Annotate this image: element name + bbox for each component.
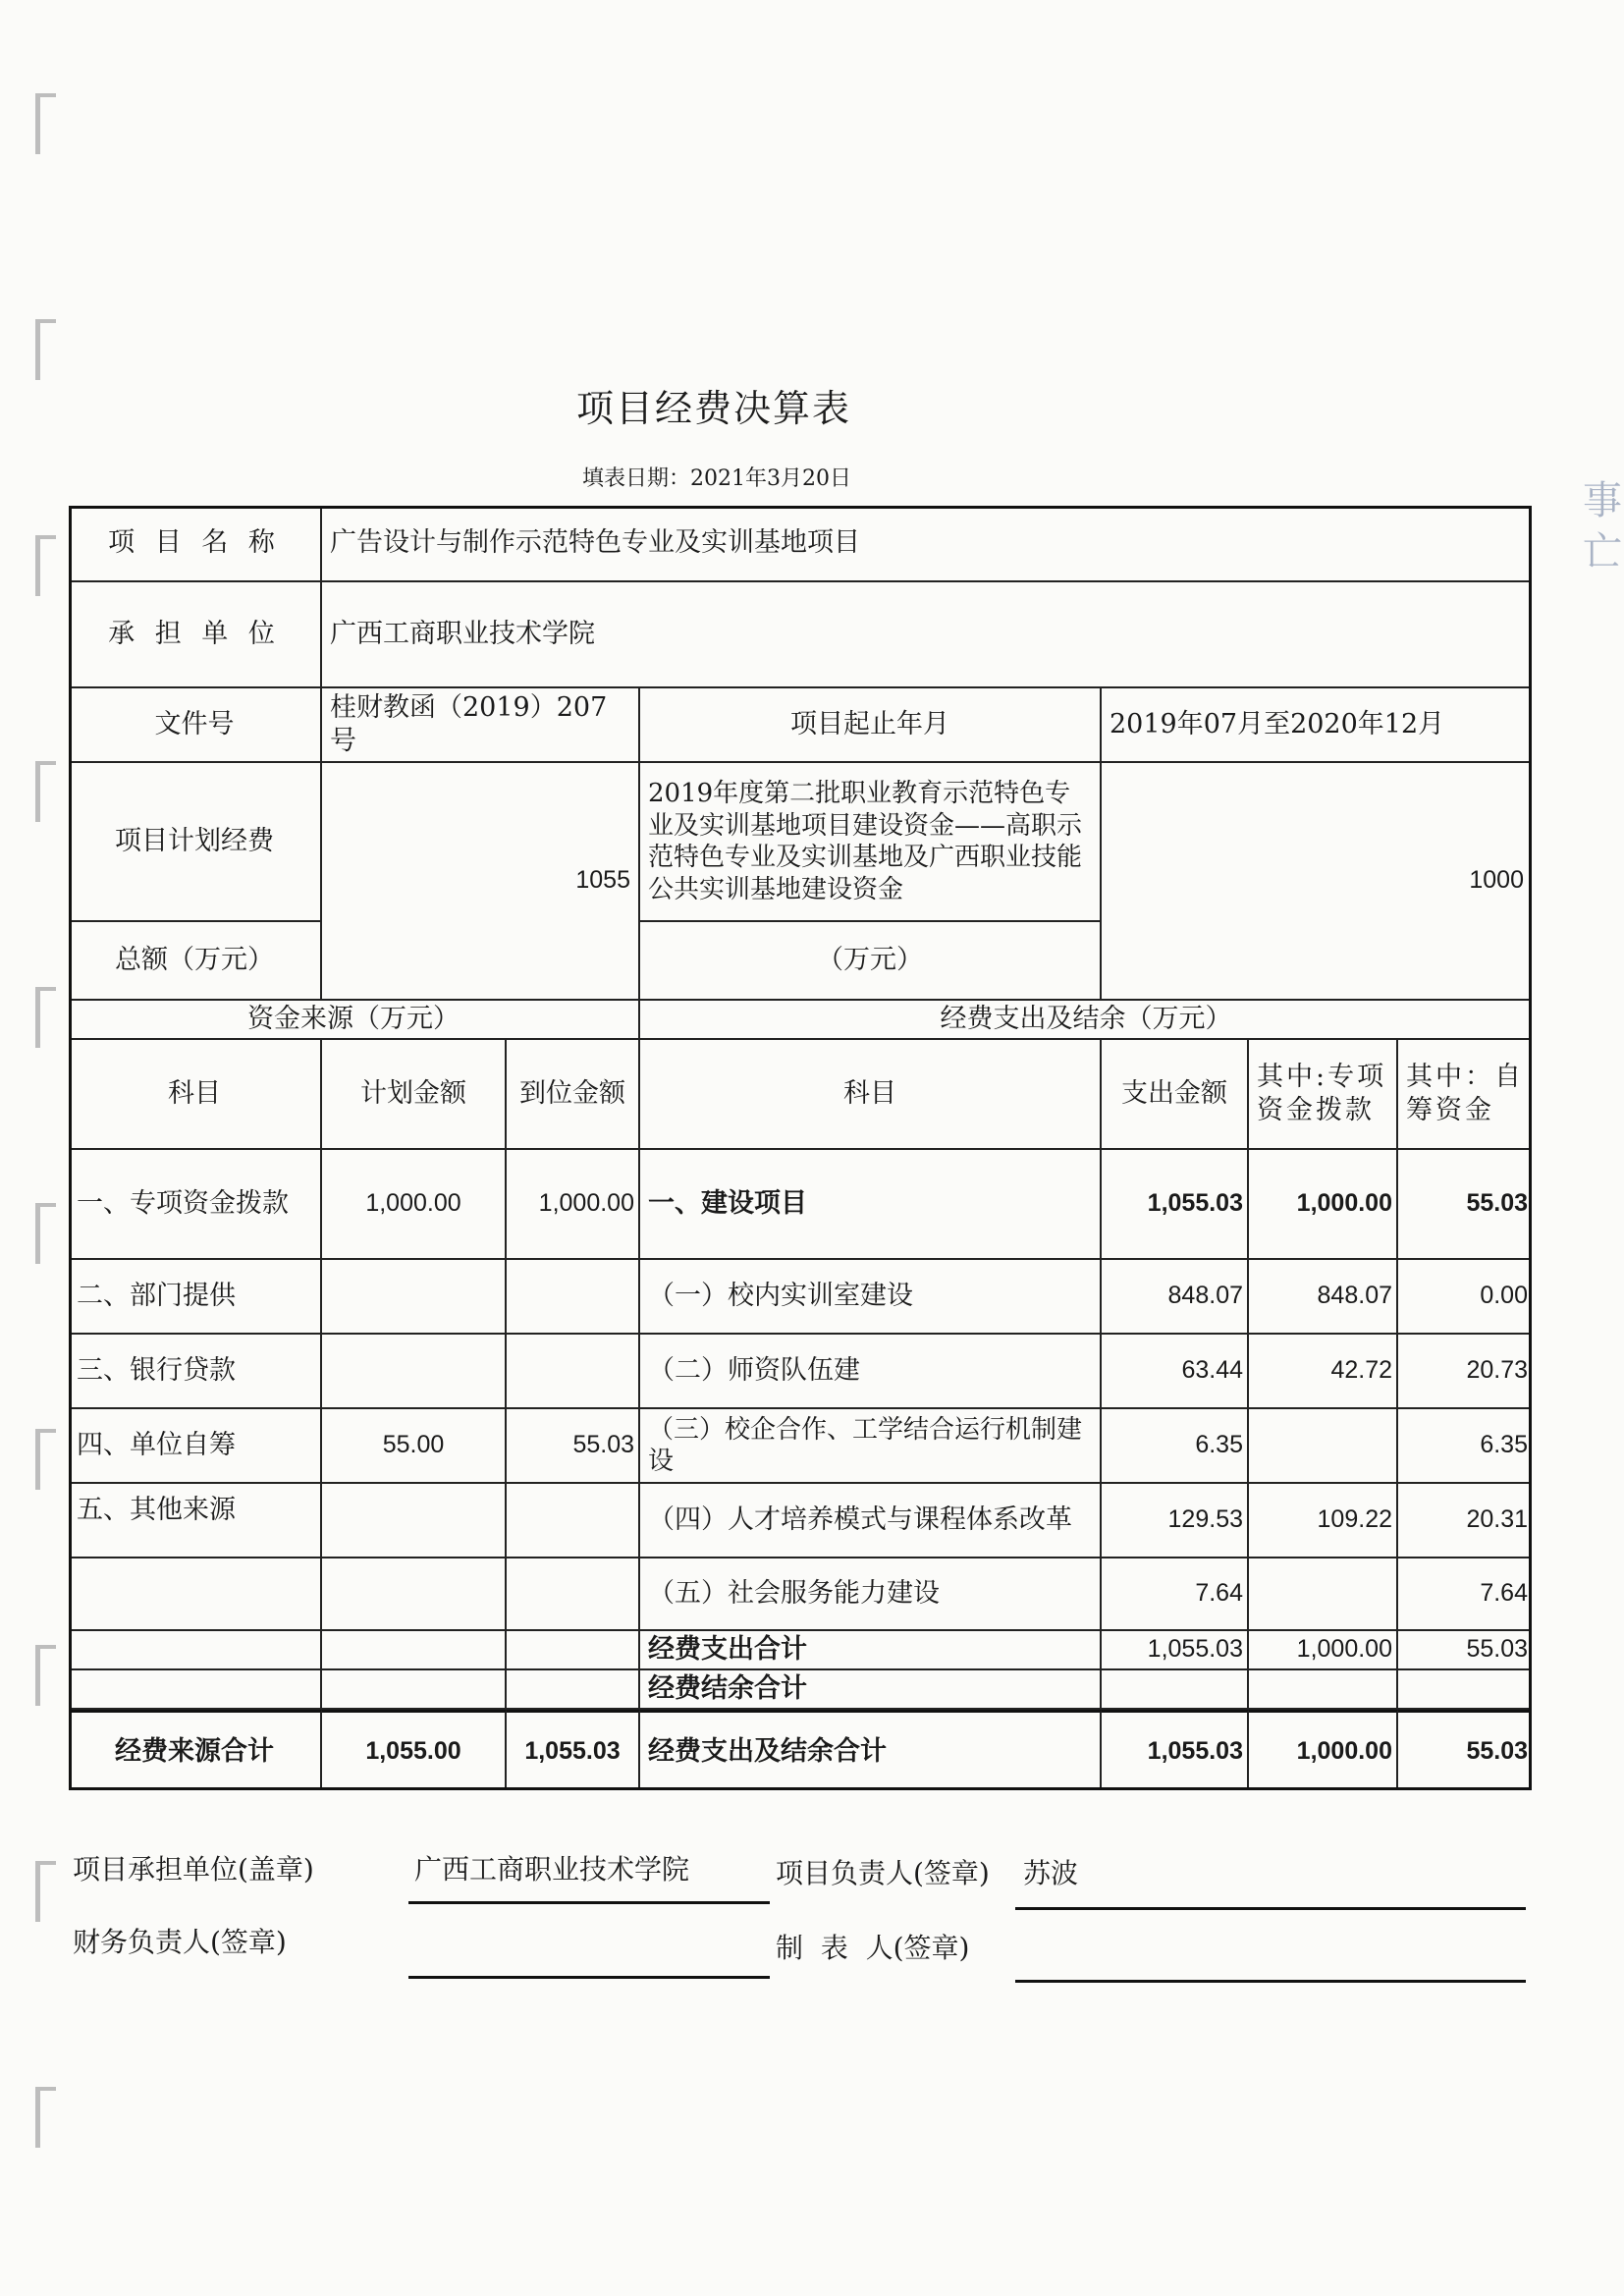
- expense-subject-header: 科目: [640, 1040, 1102, 1150]
- source-row-subject: 一、专项资金拨款: [69, 1150, 322, 1260]
- expense-row-amount: 1,055.03: [1102, 1150, 1249, 1260]
- expense-row-self: 55.03: [1398, 1150, 1532, 1260]
- binder-mark: [35, 761, 56, 822]
- expense-row-self: 20.31: [1398, 1484, 1532, 1558]
- binder-mark: [35, 1645, 56, 1706]
- undertaking-unit-seal-label: 项目承担单位(盖章): [73, 1853, 314, 1886]
- binder-mark: [35, 1429, 56, 1490]
- expense-subtotal-special: 1,000.00: [1249, 1631, 1398, 1670]
- expense-total-amount: 1,055.03: [1102, 1710, 1249, 1790]
- finance-leader-sign-line: [408, 1976, 770, 1979]
- sources-total-arrived: 1,055.03: [507, 1710, 640, 1790]
- fill-date-label: 填表日期：: [582, 466, 691, 491]
- source-row-subject: 五、其他来源: [69, 1484, 322, 1558]
- binder-mark: [35, 319, 56, 380]
- sources-total-label: 经费来源合计: [69, 1710, 322, 1790]
- sources-total-plan: 1,055.00: [322, 1710, 507, 1790]
- expense-row-subject: （四）人才培养模式与课程体系改革: [640, 1484, 1102, 1558]
- expense-row-special: 109.22: [1249, 1484, 1398, 1558]
- expense-total-self: 55.03: [1398, 1710, 1532, 1790]
- page-edge-stamp: 事: [1583, 478, 1622, 523]
- expense-row-self: 20.73: [1398, 1335, 1532, 1409]
- special-funding-value: 1000: [1102, 763, 1532, 1001]
- source-row-subject: 四、单位自筹: [69, 1409, 322, 1484]
- expense-row-subject: （五）社会服务能力建设: [640, 1558, 1102, 1631]
- fill-date-value: 2021年3月20日: [690, 466, 851, 491]
- source-row-plan: 55.00: [322, 1409, 507, 1484]
- binder-mark: [35, 987, 56, 1048]
- special-funding-unit: （万元）: [640, 922, 1102, 1001]
- expense-row-amount: 7.64: [1102, 1558, 1249, 1631]
- binder-mark: [35, 1861, 56, 1922]
- settlement-table: [69, 506, 1532, 1790]
- expense-special-header: 其中:专项资金拨款: [1249, 1040, 1398, 1150]
- project-name-label: 项 目 名 称: [69, 506, 322, 582]
- expense-row-self: 7.64: [1398, 1558, 1532, 1631]
- sources-subject-header: 科目: [69, 1040, 322, 1150]
- finance-leader-sign-label: 财务负责人(签章): [73, 1926, 287, 1958]
- planned-funding-value: 1055: [322, 763, 640, 1001]
- project-name-value: 广告设计与制作示范特色专业及实训基地项目: [322, 506, 1532, 582]
- expense-row-subject: 一、建设项目: [640, 1150, 1102, 1260]
- expense-row-self: 0.00: [1398, 1260, 1532, 1335]
- source-row-plan: 1,000.00: [322, 1150, 507, 1260]
- expense-row-amount: 6.35: [1102, 1409, 1249, 1484]
- expense-row-special: 1,000.00: [1249, 1150, 1398, 1260]
- expenditure-title: 经费支出及结余（万元）: [640, 1001, 1532, 1040]
- page-edge-stamp: 亡: [1583, 529, 1622, 574]
- binder-mark: [35, 2087, 56, 2148]
- expense-row-special: 42.72: [1249, 1335, 1398, 1409]
- sources-arrived-header: 到位金额: [507, 1040, 640, 1150]
- planned-funding-label: 项目计划经费: [69, 763, 322, 922]
- doc-number-value: 桂财教函（2019）207号: [322, 688, 640, 763]
- sources-plan-header: 计划金额: [322, 1040, 507, 1150]
- table-maker-sign-line: [1015, 1980, 1526, 1983]
- source-row-subject: 三、银行贷款: [69, 1335, 322, 1409]
- undertaking-unit-label: 承 担 单 位: [69, 582, 322, 688]
- special-funding-description: 2019年度第二批职业教育示范特色专业及实训基地项目建设资金——高职示范特色专业及实训基地及广西职业技能公共实训基地建设资金: [640, 763, 1102, 922]
- page-title: 项目经费决算表: [575, 387, 851, 430]
- binder-mark: [35, 93, 56, 154]
- undertaking-unit-value: 广西工商职业技术学院: [322, 582, 1532, 688]
- expense-row-amount: 63.44: [1102, 1335, 1249, 1409]
- project-leader-sign-label: 项目负责人(签章): [776, 1857, 990, 1889]
- period-value: 2019年07月至2020年12月: [1102, 688, 1532, 763]
- source-row-arrived: 55.03: [507, 1409, 640, 1484]
- expense-row-special: 848.07: [1249, 1260, 1398, 1335]
- undertaking-unit-seal-value: 广西工商职业技术学院: [414, 1853, 690, 1886]
- expense-row-subject: （二）师资队伍建: [640, 1335, 1102, 1409]
- fill-date: [0, 462, 1428, 492]
- undertaking-unit-seal-line: [408, 1901, 770, 1904]
- expense-total-special: 1,000.00: [1249, 1710, 1398, 1790]
- table-maker-sign-label: 制 表 人(签章): [776, 1932, 970, 1964]
- expense-total-label: 经费支出及结余合计: [640, 1710, 1102, 1790]
- total-amount-label: 总额（万元）: [69, 922, 322, 1001]
- project-leader-sign-line: [1015, 1907, 1526, 1910]
- expense-row-amount: 848.07: [1102, 1260, 1249, 1335]
- expense-balance-label: 经费结余合计: [640, 1670, 1102, 1710]
- funding-sources-title: 资金来源（万元）: [69, 1001, 640, 1040]
- project-leader-sign-value: 苏波: [1023, 1857, 1079, 1889]
- expense-row-amount: 129.53: [1102, 1484, 1249, 1558]
- binder-mark: [35, 535, 56, 596]
- expense-subtotal-self: 55.03: [1398, 1631, 1532, 1670]
- expense-subtotal-amount: 1,055.03: [1102, 1631, 1249, 1670]
- source-row-arrived: 1,000.00: [507, 1150, 640, 1260]
- expense-amount-header: 支出金额: [1102, 1040, 1249, 1150]
- doc-number-label: 文件号: [69, 688, 322, 763]
- period-label: 项目起止年月: [640, 688, 1102, 763]
- expense-self-header: 其中：自筹资金: [1398, 1040, 1532, 1150]
- expense-subtotal-label: 经费支出合计: [640, 1631, 1102, 1670]
- expense-row-subject: （一）校内实训室建设: [640, 1260, 1102, 1335]
- table-outer-border: [69, 506, 1532, 1790]
- binder-mark: [35, 1203, 56, 1264]
- expense-row-self: 6.35: [1398, 1409, 1532, 1484]
- expense-row-subject: （三）校企合作、工学结合运行机制建设: [640, 1409, 1102, 1484]
- source-row-subject: 二、部门提供: [69, 1260, 322, 1335]
